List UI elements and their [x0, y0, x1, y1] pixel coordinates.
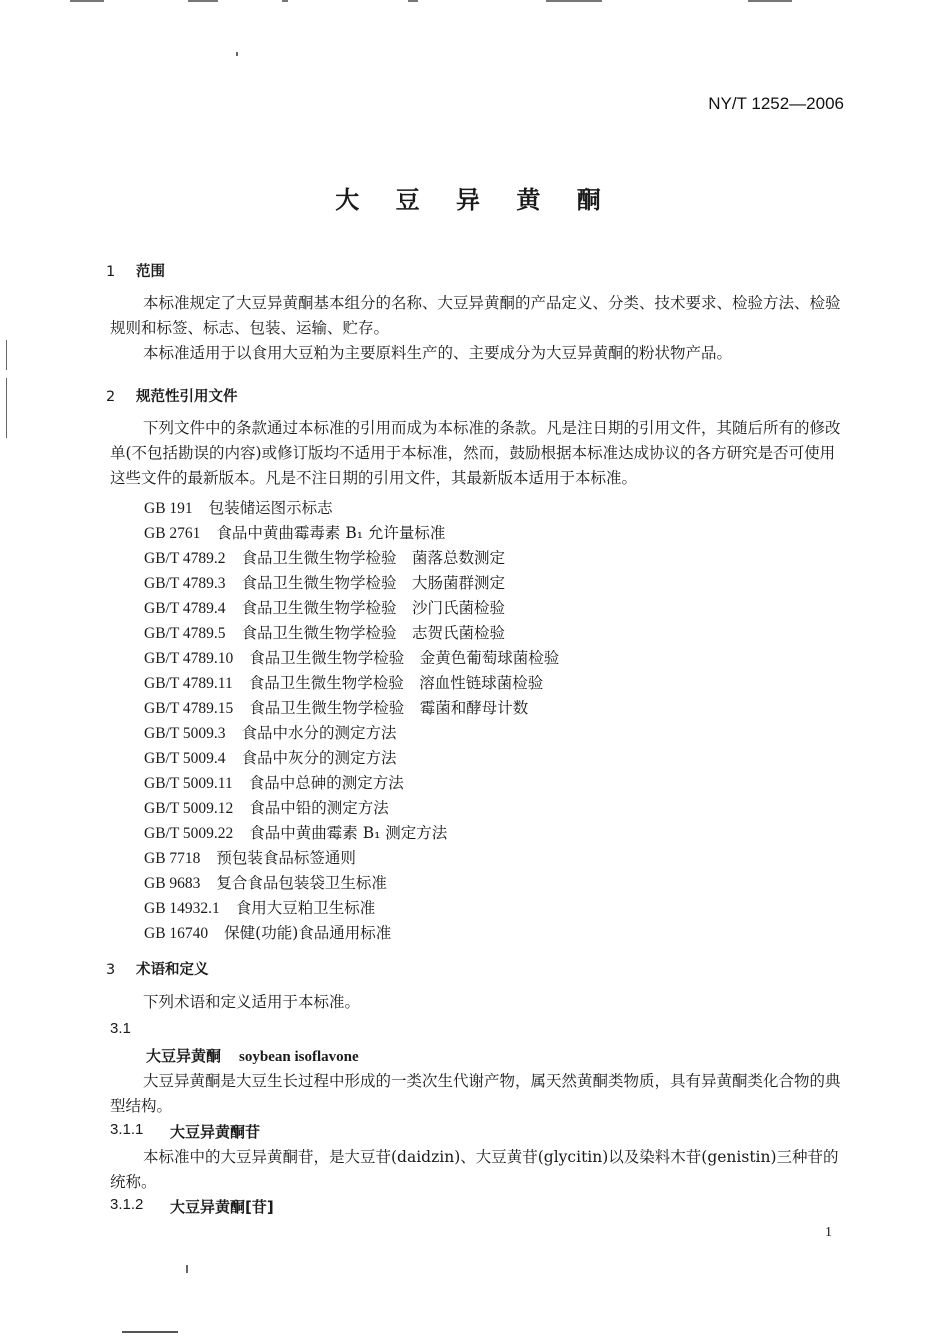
reference-code: GB/T 4789.2	[144, 550, 226, 567]
reference-title: 食品中黄曲霉素 B₁ 测定方法	[249, 824, 448, 842]
reference-code: GB/T 5009.4	[144, 750, 226, 767]
paragraph: 下列术语和定义适用于本标准。	[143, 993, 361, 1011]
page-number: 1	[825, 1225, 832, 1240]
reference-code: GB/T 5009.12	[144, 800, 234, 817]
reference-title: 保健(功能)食品通用标准	[224, 924, 392, 942]
scan-artifact	[122, 1331, 178, 1333]
reference-title: 食品卫生微生物学检验 大肠菌群测定	[241, 574, 506, 592]
section-heading-1	[106, 260, 165, 281]
reference-code: GB 191	[144, 500, 193, 517]
reference-code: GB 2761	[144, 525, 201, 542]
reference-title: 包装储运图示标志	[208, 499, 333, 517]
paragraph: 本标准规定了大豆异黄酮基本组分的名称、大豆异黄酮的产品定义、分类、技术要求、检验方法、检验规则和标签、标志、包装、运输、贮存。	[110, 294, 841, 337]
reference-code: GB/T 5009.3	[144, 725, 226, 742]
clause-number: 3.1.1	[110, 1121, 144, 1138]
clause-number: 3.1.2	[110, 1196, 144, 1213]
reference-code: GB 16740	[144, 925, 209, 942]
reference-title: 食品中黄曲霉毒素 B₁ 允许量标准	[216, 524, 446, 542]
section-number: 2	[106, 389, 116, 405]
reference-title: 食品中水分的测定方法	[241, 724, 397, 742]
scan-artifact	[546, 0, 602, 2]
term-chinese: 大豆异黄酮	[146, 1047, 222, 1065]
reference-item	[144, 621, 505, 643]
reference-code: GB 9683	[144, 875, 201, 892]
reference-item	[144, 596, 505, 618]
section-number: 1	[106, 264, 116, 280]
term-heading: 大豆异黄酮[苷]	[170, 1198, 274, 1216]
reference-item	[144, 521, 445, 543]
scan-artifact	[6, 340, 7, 370]
paragraph: 下列文件中的条款通过本标准的引用而成为本标准的条款。凡是注日期的引用文件，其随后所有的修改单(不包括勘误的内容)或修订版均不适用于本标准，然而，鼓励根据本标准达成协议的各方研究是否可使用这些文件的最新版本。凡是不注日期的引用文件，其最新版本适用于本标准。	[110, 419, 841, 487]
reference-code: GB/T 4789.11	[144, 675, 233, 692]
paragraph: 本标准适用于以食用大豆粕为主要原料生产的、主要成分为大豆异黄酮的粉状物产品。	[143, 344, 733, 362]
scan-artifact	[748, 0, 792, 2]
reference-item	[144, 546, 505, 568]
reference-item	[144, 921, 391, 943]
reference-title: 食品卫生微生物学检验 志贺氏菌检验	[241, 624, 506, 642]
page-title: 大 豆 异 黄 酮	[335, 186, 615, 214]
section-title: 范围	[136, 264, 165, 280]
clause-number: 3.1	[110, 1020, 131, 1037]
section-title: 规范性引用文件	[136, 389, 238, 405]
reference-item	[144, 846, 356, 868]
reference-item	[144, 571, 505, 593]
term-definition: 大豆异黄酮是大豆生长过程中形成的一类次生代谢产物，属天然黄酮类物质，具有异黄酮类化合物的典型结构。	[110, 1072, 841, 1115]
term-english: soybean isoflavone	[239, 1049, 359, 1065]
reference-item	[144, 771, 404, 793]
scan-artifact	[6, 378, 7, 438]
scan-artifact	[188, 0, 218, 2]
scan-artifact	[186, 1265, 188, 1273]
reference-code: GB/T 4789.4	[144, 600, 226, 617]
reference-item	[144, 696, 528, 718]
reference-item	[144, 746, 397, 768]
term-heading: 大豆异黄酮苷	[170, 1123, 261, 1141]
section-heading-3	[106, 958, 209, 979]
reference-code: GB 14932.1	[144, 900, 220, 917]
scan-artifact	[408, 0, 418, 2]
reference-title: 食品卫生微生物学检验 金黄色葡萄球菌检验	[249, 649, 560, 667]
reference-title: 食品卫生微生物学检验 溶血性链球菌检验	[248, 674, 544, 692]
standard-code: NY/T 1252—2006	[708, 94, 844, 113]
reference-title: 食品中总砷的测定方法	[248, 774, 404, 792]
reference-code: GB/T 4789.15	[144, 700, 234, 717]
reference-title: 预包装食品标签通则	[216, 849, 356, 867]
term-definition: 本标准中的大豆异黄酮苷，是大豆苷(daidzin)、大豆黄苷(glycitin)以及染料木苷(genistin)三种苷的统称。	[110, 1148, 839, 1191]
term-heading	[146, 1045, 359, 1066]
reference-title: 食品卫生微生物学检验 菌落总数测定	[241, 549, 506, 567]
reference-code: GB/T 5009.11	[144, 775, 233, 792]
section-title: 术语和定义	[136, 962, 209, 978]
reference-title: 食品卫生微生物学检验 霉菌和酵母计数	[249, 699, 529, 717]
reference-code: GB 7718	[144, 850, 201, 867]
section-number: 3	[106, 962, 116, 978]
reference-code: GB/T 5009.22	[144, 825, 234, 842]
reference-item	[144, 896, 375, 918]
reference-item	[144, 646, 559, 668]
scan-artifact	[282, 0, 288, 2]
reference-code: GB/T 4789.10	[144, 650, 234, 667]
reference-item	[144, 671, 543, 693]
reference-item	[144, 496, 333, 518]
reference-title: 复合食品包装袋卫生标准	[216, 874, 387, 892]
reference-code: GB/T 4789.5	[144, 625, 226, 642]
scan-artifact	[236, 52, 238, 56]
reference-title: 食用大豆粕卫生标准	[235, 899, 376, 917]
reference-item	[144, 821, 447, 843]
reference-title: 食品中灰分的测定方法	[241, 749, 397, 767]
scan-artifact	[70, 0, 104, 2]
reference-code: GB/T 4789.3	[144, 575, 226, 592]
reference-title: 食品卫生微生物学检验 沙门氏菌检验	[241, 599, 506, 617]
section-heading-2	[106, 385, 238, 406]
reference-item	[144, 721, 397, 743]
reference-item	[144, 871, 387, 893]
reference-item	[144, 796, 389, 818]
reference-title: 食品中铅的测定方法	[249, 799, 389, 817]
